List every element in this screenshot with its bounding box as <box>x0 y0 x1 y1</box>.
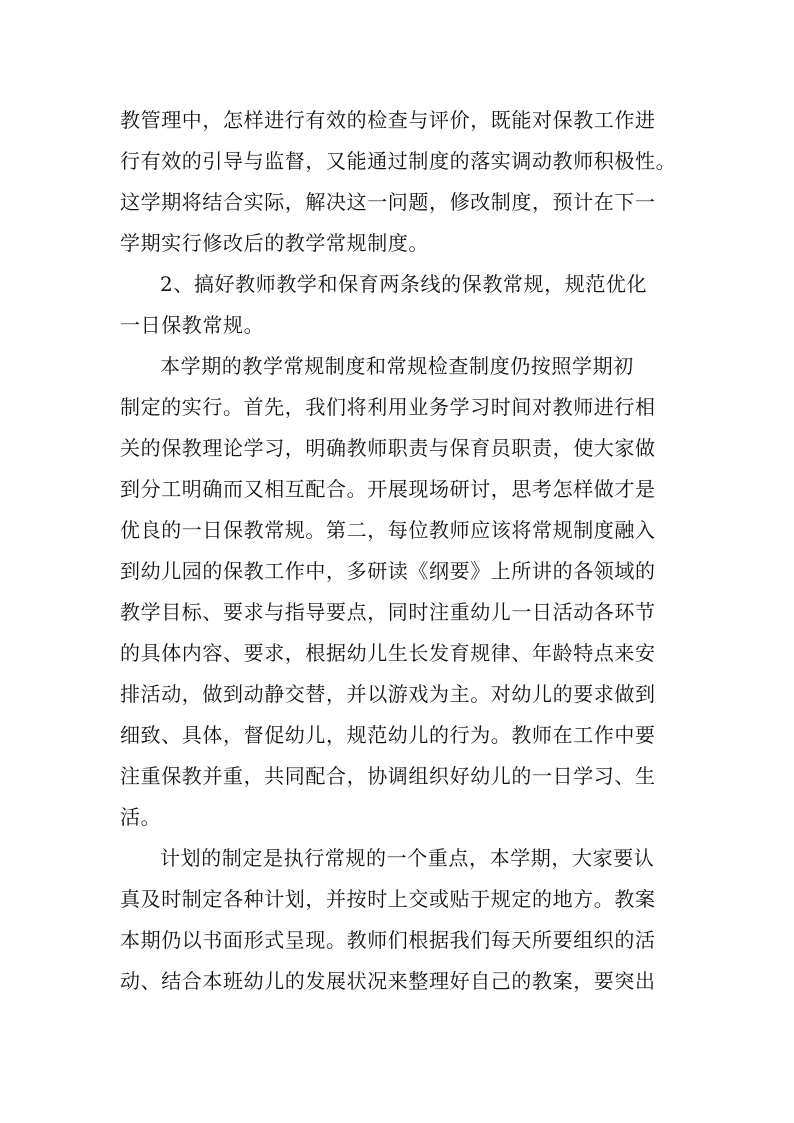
text-line: 动、结合本班幼儿的发展状况来整理好自己的教案，要突出 <box>120 969 656 993</box>
text-line: 的具体内容、要求，根据幼儿生长发育规律、年龄特点来安 <box>120 641 656 665</box>
text-line: 优良的一日保教常规。第二，每位教师应该将常规制度融入 <box>120 518 656 542</box>
text-line: 到分工明确而又相互配合。开展现场研讨，思考怎样做才是 <box>120 477 656 501</box>
text-line: 真及时制定各种计划，并按时上交或贴于规定的地方。教案 <box>120 887 656 911</box>
section-heading-line: 一日保教常规。 <box>120 313 265 337</box>
text-line: 活。 <box>120 805 162 829</box>
text-line: 行有效的引导与监督，又能通过制度的落实调动教师积极性。 <box>120 149 677 173</box>
text-line: 教管理中，怎样进行有效的检查与评价，既能对保教工作进 <box>120 108 656 132</box>
text-line: 关的保教理论学习，明确教师职责与保育员职责，使大家做 <box>120 436 656 460</box>
section-heading-line: 2、搞好教师教学和保育两条线的保教常规，规范优化 <box>160 272 648 296</box>
text-line: 这学期将结合实际，解决这一问题，修改制度，预计在下一 <box>120 190 656 214</box>
text-line: 教学目标、要求与指导要点，同时注重幼儿一日活动各环节 <box>120 600 656 624</box>
paragraph-first-line: 本学期的教学常规制度和常规检查制度仍按照学期初 <box>160 354 634 378</box>
text-line: 排活动，做到动静交替，并以游戏为主。对幼儿的要求做到 <box>120 682 656 706</box>
text-line: 细致、具体，督促幼儿，规范幼儿的行为。教师在工作中要 <box>120 723 656 747</box>
text-line: 制定的实行。首先，我们将利用业务学习时间对教师进行相 <box>120 395 656 419</box>
text-line: 注重保教并重，共同配合，协调组织好幼儿的一日学习、生 <box>120 764 656 788</box>
text-line: 到幼儿园的保教工作中，多研读《纲要》上所讲的各领域的 <box>120 559 656 583</box>
paragraph-first-line: 计划的制定是执行常规的一个重点，本学期，大家要认 <box>160 846 655 870</box>
text-line: 学期实行修改后的教学常规制度。 <box>120 231 429 255</box>
text-line: 本期仍以书面形式呈现。教师们根据我们每天所要组织的活 <box>120 928 656 952</box>
